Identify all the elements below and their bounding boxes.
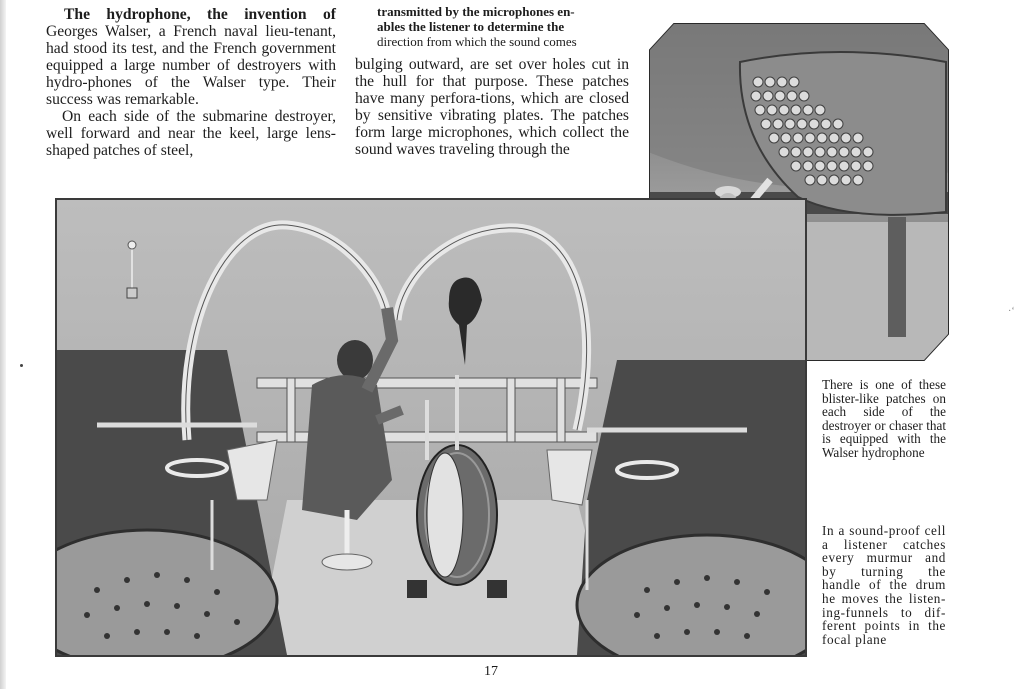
paragraph-3-text: bulging outward, are set over holes cut in the hull for that purpose. These patches have many perfora-tions, which are closed by sensitive vibrating plates. The patches form large microphones, which collect the sound waves traveling through the — [355, 56, 629, 158]
page-number: 17 — [484, 664, 498, 679]
text-column-left — [46, 6, 336, 159]
paragraph-2-text: On each side of the submarine destroyer, well forward and near the keel, large lens-shaped patches of steel, — [46, 108, 336, 159]
paragraph-3 — [355, 56, 629, 158]
top-line-2: ables the listener to determine the — [377, 19, 565, 34]
caption-main-text: In a sound-proof cell a listener catches every murmur and by turning the handle of the drum he moves the listen-ing-funnels to dif-ferent points in the focal plane — [822, 523, 946, 647]
lead-in-text: The hydrophone, the invention of — [64, 6, 336, 23]
caption-inset-text: There is one of these blister-like patches on each side of the destroyer or chaser that is equipped with the Walser hydrophone — [822, 377, 946, 460]
paragraph-1-text: Georges Walser, a French naval lieu-tenant, had stood its test, and the French government equipped a large number of destroyers with hydro-phones of the Walser type. Their success was remarkable. — [46, 23, 336, 108]
caption-inset-photo — [822, 378, 946, 460]
text-column-right — [355, 4, 629, 158]
column-continuation-top — [377, 4, 629, 49]
page-edge-shadow — [0, 0, 6, 689]
paragraph-2 — [46, 108, 336, 159]
top-line-3: direction from which the sound comes — [377, 34, 577, 49]
caption-main-photo — [822, 524, 946, 646]
margin-speck: ·‘ — [1008, 306, 1015, 317]
main-photo-listening-cell — [55, 198, 807, 657]
top-line-1: transmitted by the microphones en- — [377, 4, 575, 19]
paragraph-1 — [46, 6, 336, 108]
print-speck — [20, 364, 23, 367]
